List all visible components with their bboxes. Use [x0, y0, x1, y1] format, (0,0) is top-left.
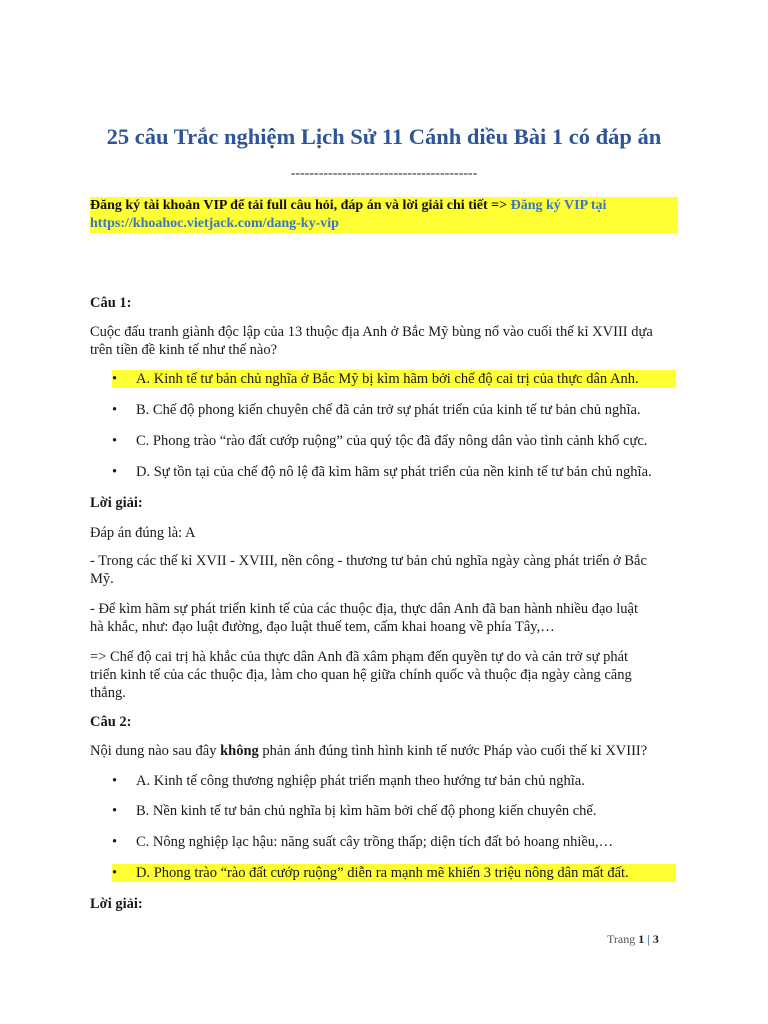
- bullet-icon: •: [112, 865, 118, 881]
- question-1-prompt: [90, 323, 680, 359]
- title-divider: ----------------------------------------: [290, 166, 478, 181]
- bullet-icon: •: [112, 803, 118, 819]
- option-text: D. Sự tồn tại của chế độ nô lệ đã kìm hãm sự phát triển của nền kinh tế tư bản chủ nghĩa.: [136, 464, 652, 480]
- option-text: B. Nền kinh tế tư bản chủ nghĩa bị kìm hãm bởi chế độ phong kiến chuyên chế.: [136, 803, 597, 819]
- explanation-line: Mỹ.: [90, 571, 114, 587]
- explanation-line: triển kinh tế của các thuộc địa, làm cho quan hệ giữa chính quốc và thuộc địa ngày càng căng: [90, 667, 632, 683]
- question-2-prompt-emphasis: không: [220, 743, 259, 759]
- option-text: D. Phong trào “rào đất cướp ruộng” diễn ra mạnh mẽ khiến 3 triệu nông dân mất đất.: [136, 865, 629, 881]
- footer-page-number: 1: [638, 932, 645, 946]
- footer-separator: |: [647, 932, 650, 946]
- question-1-explanation-2: [90, 600, 680, 636]
- bullet-icon: •: [112, 433, 118, 449]
- explanation-line: - Để kìm hãm sự phát triển kinh tế của các thuộc địa, thực dân Anh đã ban hành nhiều đạo luật: [90, 601, 639, 617]
- bullet-icon: •: [112, 834, 118, 850]
- question-1-explanation-1: [90, 552, 680, 588]
- question-2-heading: Câu 2:: [90, 714, 132, 730]
- vip-banner: [90, 197, 678, 233]
- explanation-line: => Chế độ cai trị hà khắc của thực dân Anh đã xâm phạm đến quyền tự do và cản trở sự phát: [90, 649, 629, 665]
- question-1-heading: Câu 1:: [90, 295, 132, 311]
- question-2-option-d: [112, 864, 676, 882]
- question-2-solution-heading: Lời giải:: [90, 896, 143, 912]
- vip-link-url[interactable]: https://khoahoc.vietjack.com/dang-ky-vip: [90, 216, 339, 231]
- question-1-answer: Đáp án đúng là: A: [90, 525, 196, 541]
- vip-text: Đăng ký tài khoản VIP để tải full câu hỏi, đáp án và lời giải chi tiết =>: [90, 198, 511, 213]
- bullet-icon: •: [112, 773, 118, 789]
- bullet-icon: •: [112, 464, 118, 480]
- question-1-explanation-3: [90, 648, 680, 702]
- question-1-solution-heading: Lời giải:: [90, 495, 143, 511]
- explanation-line: hà khắc, như: đạo luật đường, đạo luật thuế tem, cấm khai hoang về phía Tây,…: [90, 619, 555, 635]
- question-1-prompt-line: Cuộc đấu tranh giành độc lập của 13 thuộc địa Anh ở Bắc Mỹ bùng nổ vào cuối thế kỉ XVIII dựa: [90, 324, 653, 340]
- page-title: 25 câu Trắc nghiệm Lịch Sử 11 Cánh diều Bài 1 có đáp án: [106, 124, 662, 149]
- footer-label: Trang: [607, 932, 636, 946]
- question-2-prompt-start: Nội dung nào sau đây: [90, 743, 221, 759]
- bullet-icon: •: [112, 371, 118, 387]
- footer-page-total: 3: [652, 932, 659, 946]
- vip-link-label[interactable]: Đăng ký VIP tại: [510, 198, 607, 213]
- option-text: B. Chế độ phong kiến chuyên chế đã cản trở sự phát triển của kinh tế tư bản chủ nghĩa.: [136, 402, 641, 418]
- option-text: A. Kinh tế công thương nghiệp phát triển mạnh theo hướng tư bản chủ nghĩa.: [136, 773, 585, 789]
- option-text: C. Nông nghiệp lạc hậu: năng suất cây trồng thấp; diện tích đất bỏ hoang nhiều,…: [136, 834, 614, 850]
- explanation-line: - Trong các thế kỉ XVII - XVIII, nền công - thương tư bản chủ nghĩa ngày càng phát triển ở Bắc: [90, 553, 647, 569]
- option-text: A. Kinh tế tư bản chủ nghĩa ở Bắc Mỹ bị kìm hãm bởi chế độ cai trị của thực dân Anh.: [136, 371, 639, 387]
- explanation-line: thẳng.: [90, 685, 126, 701]
- question-2-prompt-end: phản ánh đúng tình hình kinh tế nước Pháp vào cuối thế kỉ XVIII?: [258, 743, 648, 759]
- bullet-icon: •: [112, 402, 118, 418]
- question-1-prompt-line: trên tiền đề kinh tế như thế nào?: [90, 342, 278, 358]
- question-1-option-a: [112, 370, 676, 388]
- page-footer: [607, 932, 659, 947]
- option-text: C. Phong trào “rào đất cướp ruộng” của quý tộc đã đẩy nông dân vào tình cảnh khổ cực.: [136, 433, 648, 449]
- question-2-prompt: [90, 742, 680, 760]
